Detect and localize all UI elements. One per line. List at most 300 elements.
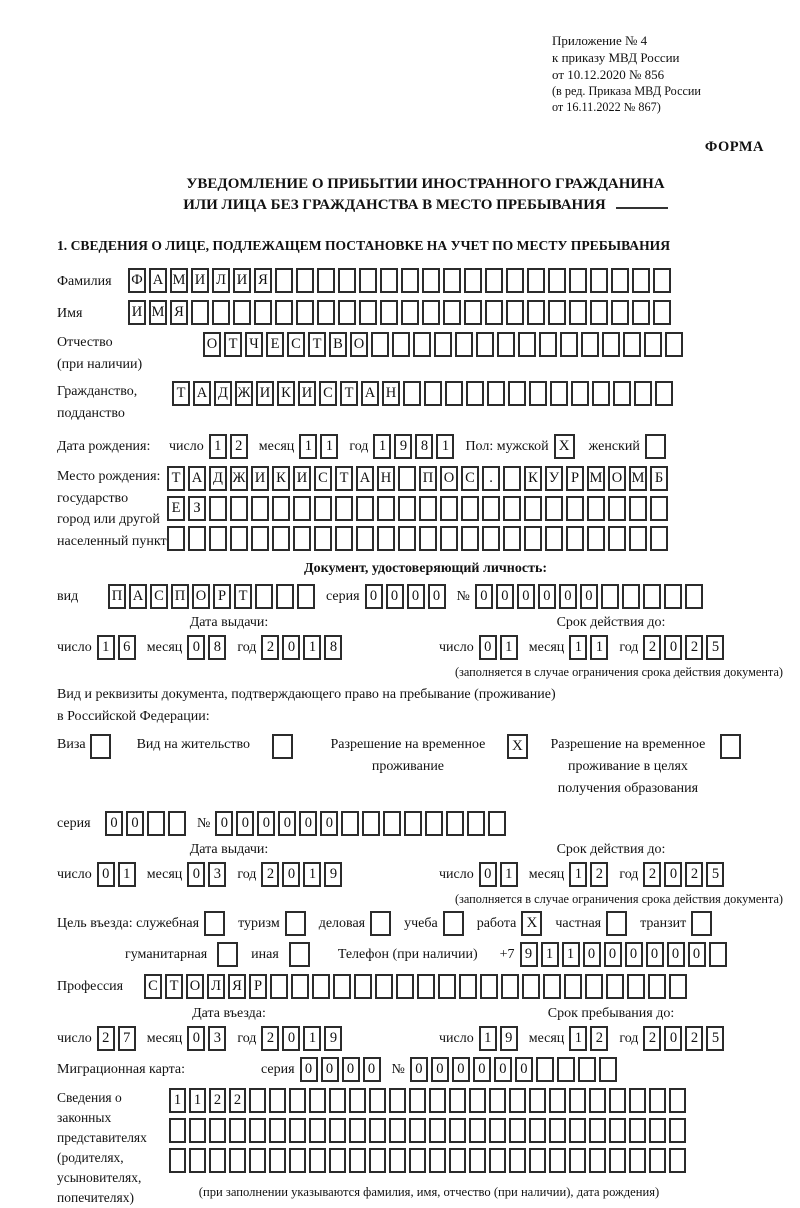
purpose-study-checkbox[interactable] <box>443 911 464 936</box>
char-cell[interactable] <box>643 584 661 609</box>
char-cell[interactable]: 0 <box>496 584 514 609</box>
char-cell[interactable] <box>293 526 311 551</box>
char-cell[interactable]: З <box>188 496 206 521</box>
char-cell[interactable]: 0 <box>452 1057 470 1082</box>
char-cell[interactable] <box>469 1148 486 1173</box>
char-cell[interactable]: 0 <box>299 811 317 836</box>
char-cell[interactable]: К <box>277 381 295 406</box>
char-cell[interactable] <box>297 584 315 609</box>
char-cell[interactable]: 1 <box>303 635 321 660</box>
char-cell[interactable] <box>403 381 421 406</box>
char-cell[interactable] <box>606 974 624 999</box>
char-cell[interactable] <box>627 974 645 999</box>
char-cell[interactable] <box>629 1148 646 1173</box>
char-cell[interactable]: 0 <box>342 1057 360 1082</box>
char-cell[interactable]: 5 <box>706 1026 724 1051</box>
char-cell[interactable] <box>550 381 568 406</box>
char-cell[interactable]: А <box>149 268 167 293</box>
char-cell[interactable]: М <box>629 466 647 491</box>
char-cell[interactable]: 1 <box>303 1026 321 1051</box>
char-cell[interactable] <box>664 584 682 609</box>
char-cell[interactable]: А <box>361 381 379 406</box>
char-cell[interactable] <box>649 1148 666 1173</box>
purpose-private-checkbox[interactable] <box>606 911 627 936</box>
char-cell[interactable]: 5 <box>706 862 724 887</box>
char-cell[interactable] <box>229 1148 246 1173</box>
char-cell[interactable] <box>269 1088 286 1113</box>
char-cell[interactable] <box>409 1088 426 1113</box>
char-cell[interactable]: Е <box>167 496 185 521</box>
char-cell[interactable] <box>592 381 610 406</box>
char-cell[interactable] <box>270 974 288 999</box>
char-cell[interactable] <box>380 300 398 325</box>
char-cell[interactable] <box>209 1148 226 1173</box>
char-cell[interactable] <box>383 811 401 836</box>
char-cell[interactable]: 0 <box>646 942 664 967</box>
char-cell[interactable] <box>543 974 561 999</box>
char-cell[interactable]: 2 <box>209 1088 226 1113</box>
char-cell[interactable] <box>653 300 671 325</box>
char-cell[interactable]: С <box>150 584 168 609</box>
char-cell[interactable] <box>392 332 410 357</box>
char-cell[interactable]: 0 <box>282 862 300 887</box>
char-cell[interactable]: А <box>193 381 211 406</box>
char-cell[interactable] <box>566 526 584 551</box>
char-cell[interactable]: 1 <box>209 434 227 459</box>
char-cell[interactable] <box>566 496 584 521</box>
char-cell[interactable]: 0 <box>479 635 497 660</box>
char-cell[interactable] <box>233 300 251 325</box>
char-cell[interactable]: 9 <box>324 862 342 887</box>
char-cell[interactable]: А <box>356 466 374 491</box>
char-cell[interactable] <box>289 1118 306 1143</box>
purpose-other-checkbox[interactable] <box>289 942 310 967</box>
char-cell[interactable] <box>524 526 542 551</box>
char-cell[interactable] <box>443 268 461 293</box>
char-cell[interactable] <box>629 1118 646 1143</box>
char-cell[interactable] <box>501 974 519 999</box>
char-cell[interactable] <box>449 1118 466 1143</box>
char-cell[interactable] <box>275 300 293 325</box>
char-cell[interactable]: И <box>251 466 269 491</box>
option-residence-permit-checkbox[interactable] <box>272 734 293 759</box>
char-cell[interactable] <box>709 942 727 967</box>
char-cell[interactable] <box>354 974 372 999</box>
char-cell[interactable] <box>349 1088 366 1113</box>
char-cell[interactable] <box>209 526 227 551</box>
char-cell[interactable] <box>506 268 524 293</box>
char-cell[interactable]: 0 <box>215 811 233 836</box>
char-cell[interactable] <box>506 300 524 325</box>
char-cell[interactable] <box>443 300 461 325</box>
char-cell[interactable] <box>648 974 666 999</box>
char-cell[interactable]: 0 <box>688 942 706 967</box>
char-cell[interactable] <box>249 1148 266 1173</box>
char-cell[interactable]: М <box>170 268 188 293</box>
char-cell[interactable] <box>389 1148 406 1173</box>
char-cell[interactable] <box>503 526 521 551</box>
char-cell[interactable] <box>169 1148 186 1173</box>
char-cell[interactable]: 2 <box>261 635 279 660</box>
char-cell[interactable]: 0 <box>664 635 682 660</box>
char-cell[interactable]: 0 <box>625 942 643 967</box>
char-cell[interactable]: Я <box>254 268 272 293</box>
char-cell[interactable] <box>503 466 521 491</box>
char-cell[interactable]: Л <box>212 268 230 293</box>
char-cell[interactable]: 0 <box>386 584 404 609</box>
char-cell[interactable]: Т <box>172 381 190 406</box>
char-cell[interactable]: Я <box>170 300 188 325</box>
char-cell[interactable]: 0 <box>538 584 556 609</box>
char-cell[interactable] <box>527 268 545 293</box>
char-cell[interactable]: М <box>149 300 167 325</box>
char-cell[interactable]: К <box>524 466 542 491</box>
char-cell[interactable]: И <box>233 268 251 293</box>
char-cell[interactable] <box>341 811 359 836</box>
char-cell[interactable] <box>608 496 626 521</box>
char-cell[interactable]: 0 <box>105 811 123 836</box>
char-cell[interactable] <box>557 1057 575 1082</box>
char-cell[interactable]: 0 <box>278 811 296 836</box>
char-cell[interactable] <box>329 1118 346 1143</box>
char-cell[interactable]: 1 <box>373 434 391 459</box>
char-cell[interactable] <box>509 1148 526 1173</box>
char-cell[interactable]: 8 <box>324 635 342 660</box>
char-cell[interactable] <box>611 300 629 325</box>
char-cell[interactable]: Е <box>266 332 284 357</box>
char-cell[interactable]: 9 <box>394 434 412 459</box>
char-cell[interactable] <box>634 381 652 406</box>
char-cell[interactable] <box>560 332 578 357</box>
char-cell[interactable]: 8 <box>415 434 433 459</box>
char-cell[interactable] <box>669 1088 686 1113</box>
char-cell[interactable] <box>497 332 515 357</box>
char-cell[interactable] <box>249 1088 266 1113</box>
char-cell[interactable] <box>569 1148 586 1173</box>
char-cell[interactable] <box>548 300 566 325</box>
char-cell[interactable] <box>425 811 443 836</box>
char-cell[interactable] <box>335 526 353 551</box>
char-cell[interactable]: Т <box>234 584 252 609</box>
char-cell[interactable]: С <box>314 466 332 491</box>
char-cell[interactable]: 3 <box>208 1026 226 1051</box>
char-cell[interactable] <box>467 811 485 836</box>
char-cell[interactable] <box>349 1148 366 1173</box>
char-cell[interactable] <box>296 300 314 325</box>
char-cell[interactable] <box>255 584 273 609</box>
char-cell[interactable] <box>375 974 393 999</box>
char-cell[interactable] <box>608 526 626 551</box>
char-cell[interactable] <box>587 496 605 521</box>
char-cell[interactable] <box>602 332 620 357</box>
char-cell[interactable] <box>578 1057 596 1082</box>
char-cell[interactable] <box>629 1088 646 1113</box>
char-cell[interactable]: 0 <box>236 811 254 836</box>
char-cell[interactable] <box>209 1118 226 1143</box>
char-cell[interactable] <box>464 300 482 325</box>
char-cell[interactable] <box>380 268 398 293</box>
char-cell[interactable] <box>482 496 500 521</box>
char-cell[interactable]: 2 <box>590 1026 608 1051</box>
char-cell[interactable]: И <box>293 466 311 491</box>
char-cell[interactable] <box>581 332 599 357</box>
char-cell[interactable] <box>422 268 440 293</box>
char-cell[interactable] <box>571 381 589 406</box>
char-cell[interactable] <box>585 974 603 999</box>
char-cell[interactable]: 0 <box>475 584 493 609</box>
char-cell[interactable] <box>599 1057 617 1082</box>
char-cell[interactable] <box>548 268 566 293</box>
purpose-humanitarian-checkbox[interactable] <box>217 942 238 967</box>
char-cell[interactable]: Ж <box>230 466 248 491</box>
char-cell[interactable] <box>461 496 479 521</box>
char-cell[interactable] <box>309 1148 326 1173</box>
char-cell[interactable]: 0 <box>494 1057 512 1082</box>
char-cell[interactable] <box>440 526 458 551</box>
char-cell[interactable] <box>590 268 608 293</box>
char-cell[interactable] <box>422 300 440 325</box>
char-cell[interactable]: Н <box>377 466 395 491</box>
char-cell[interactable]: 8 <box>208 635 226 660</box>
char-cell[interactable]: 0 <box>604 942 622 967</box>
char-cell[interactable]: 0 <box>187 862 205 887</box>
char-cell[interactable] <box>272 496 290 521</box>
char-cell[interactable]: 1 <box>303 862 321 887</box>
char-cell[interactable]: О <box>440 466 458 491</box>
char-cell[interactable] <box>251 526 269 551</box>
char-cell[interactable] <box>613 381 631 406</box>
char-cell[interactable] <box>296 268 314 293</box>
char-cell[interactable] <box>398 526 416 551</box>
char-cell[interactable]: 2 <box>97 1026 115 1051</box>
char-cell[interactable]: 0 <box>126 811 144 836</box>
char-cell[interactable] <box>545 526 563 551</box>
char-cell[interactable]: Т <box>340 381 358 406</box>
char-cell[interactable] <box>569 300 587 325</box>
char-cell[interactable]: 1 <box>436 434 454 459</box>
char-cell[interactable]: 1 <box>562 942 580 967</box>
char-cell[interactable]: 0 <box>667 942 685 967</box>
char-cell[interactable]: 2 <box>590 862 608 887</box>
char-cell[interactable] <box>529 1118 546 1143</box>
char-cell[interactable] <box>644 332 662 357</box>
purpose-transit-checkbox[interactable] <box>691 911 712 936</box>
char-cell[interactable] <box>404 811 422 836</box>
char-cell[interactable] <box>249 1118 266 1143</box>
char-cell[interactable] <box>629 496 647 521</box>
char-cell[interactable] <box>650 526 668 551</box>
char-cell[interactable]: Я <box>228 974 246 999</box>
char-cell[interactable] <box>189 1118 206 1143</box>
char-cell[interactable] <box>609 1118 626 1143</box>
gender-male-checkbox[interactable]: X <box>554 434 575 459</box>
char-cell[interactable] <box>429 1118 446 1143</box>
char-cell[interactable] <box>632 300 650 325</box>
char-cell[interactable] <box>601 584 619 609</box>
char-cell[interactable]: 0 <box>321 1057 339 1082</box>
char-cell[interactable] <box>272 526 290 551</box>
char-cell[interactable]: Д <box>209 466 227 491</box>
char-cell[interactable]: 7 <box>118 1026 136 1051</box>
char-cell[interactable] <box>655 381 673 406</box>
option-temp-residence-edu-checkbox[interactable] <box>720 734 741 759</box>
char-cell[interactable] <box>169 1118 186 1143</box>
char-cell[interactable] <box>461 526 479 551</box>
char-cell[interactable] <box>564 974 582 999</box>
option-temp-residence-checkbox[interactable]: X <box>507 734 528 759</box>
char-cell[interactable]: Т <box>224 332 242 357</box>
char-cell[interactable] <box>230 496 248 521</box>
char-cell[interactable]: 9 <box>520 942 538 967</box>
char-cell[interactable]: А <box>188 466 206 491</box>
char-cell[interactable] <box>685 584 703 609</box>
char-cell[interactable] <box>527 300 545 325</box>
char-cell[interactable] <box>529 1148 546 1173</box>
char-cell[interactable]: 2 <box>643 635 661 660</box>
char-cell[interactable]: 0 <box>664 1026 682 1051</box>
char-cell[interactable]: 6 <box>118 635 136 660</box>
char-cell[interactable]: 0 <box>410 1057 428 1082</box>
gender-female-checkbox[interactable] <box>645 434 666 459</box>
char-cell[interactable] <box>317 300 335 325</box>
char-cell[interactable] <box>377 526 395 551</box>
char-cell[interactable] <box>464 268 482 293</box>
char-cell[interactable] <box>329 1088 346 1113</box>
char-cell[interactable] <box>167 526 185 551</box>
char-cell[interactable]: М <box>587 466 605 491</box>
char-cell[interactable]: Б <box>650 466 668 491</box>
char-cell[interactable]: С <box>287 332 305 357</box>
char-cell[interactable] <box>359 268 377 293</box>
char-cell[interactable] <box>289 1088 306 1113</box>
char-cell[interactable] <box>409 1118 426 1143</box>
char-cell[interactable] <box>529 1088 546 1113</box>
char-cell[interactable]: П <box>171 584 189 609</box>
char-cell[interactable]: 2 <box>685 862 703 887</box>
char-cell[interactable] <box>438 974 456 999</box>
char-cell[interactable] <box>369 1088 386 1113</box>
char-cell[interactable]: 0 <box>580 584 598 609</box>
char-cell[interactable] <box>649 1118 666 1143</box>
char-cell[interactable]: У <box>545 466 563 491</box>
char-cell[interactable]: А <box>129 584 147 609</box>
char-cell[interactable]: 1 <box>189 1088 206 1113</box>
char-cell[interactable] <box>653 268 671 293</box>
char-cell[interactable] <box>362 811 380 836</box>
char-cell[interactable] <box>230 526 248 551</box>
char-cell[interactable] <box>480 974 498 999</box>
char-cell[interactable] <box>589 1148 606 1173</box>
char-cell[interactable] <box>482 526 500 551</box>
char-cell[interactable]: . <box>482 466 500 491</box>
char-cell[interactable]: 1 <box>569 1026 587 1051</box>
char-cell[interactable] <box>188 526 206 551</box>
char-cell[interactable] <box>269 1118 286 1143</box>
char-cell[interactable] <box>590 300 608 325</box>
char-cell[interactable] <box>317 268 335 293</box>
char-cell[interactable] <box>338 268 356 293</box>
option-visa-checkbox[interactable] <box>90 734 111 759</box>
char-cell[interactable]: 1 <box>479 1026 497 1051</box>
char-cell[interactable] <box>549 1118 566 1143</box>
char-cell[interactable]: 0 <box>282 1026 300 1051</box>
char-cell[interactable]: 1 <box>500 635 518 660</box>
char-cell[interactable] <box>251 496 269 521</box>
char-cell[interactable] <box>459 974 477 999</box>
char-cell[interactable] <box>649 1088 666 1113</box>
char-cell[interactable] <box>338 300 356 325</box>
char-cell[interactable]: 2 <box>685 1026 703 1051</box>
char-cell[interactable] <box>269 1148 286 1173</box>
char-cell[interactable] <box>611 268 629 293</box>
char-cell[interactable] <box>539 332 557 357</box>
char-cell[interactable] <box>485 300 503 325</box>
purpose-business-checkbox[interactable] <box>370 911 391 936</box>
char-cell[interactable]: 3 <box>208 862 226 887</box>
char-cell[interactable] <box>569 268 587 293</box>
char-cell[interactable]: 5 <box>706 635 724 660</box>
char-cell[interactable]: Т <box>335 466 353 491</box>
char-cell[interactable]: 0 <box>479 862 497 887</box>
char-cell[interactable]: Р <box>566 466 584 491</box>
char-cell[interactable] <box>524 496 542 521</box>
char-cell[interactable] <box>398 496 416 521</box>
char-cell[interactable] <box>487 381 505 406</box>
char-cell[interactable] <box>335 496 353 521</box>
char-cell[interactable] <box>569 1088 586 1113</box>
char-cell[interactable] <box>549 1148 566 1173</box>
char-cell[interactable] <box>312 974 330 999</box>
char-cell[interactable] <box>587 526 605 551</box>
char-cell[interactable] <box>429 1088 446 1113</box>
char-cell[interactable] <box>509 1088 526 1113</box>
char-cell[interactable] <box>333 974 351 999</box>
char-cell[interactable]: 0 <box>515 1057 533 1082</box>
char-cell[interactable]: О <box>350 332 368 357</box>
purpose-work-checkbox[interactable]: X <box>521 911 542 936</box>
char-cell[interactable] <box>168 811 186 836</box>
char-cell[interactable] <box>508 381 526 406</box>
char-cell[interactable]: 0 <box>282 635 300 660</box>
char-cell[interactable]: 1 <box>97 635 115 660</box>
char-cell[interactable]: О <box>186 974 204 999</box>
char-cell[interactable]: 0 <box>257 811 275 836</box>
char-cell[interactable]: 1 <box>299 434 317 459</box>
char-cell[interactable]: Т <box>167 466 185 491</box>
char-cell[interactable] <box>669 1148 686 1173</box>
char-cell[interactable] <box>589 1118 606 1143</box>
char-cell[interactable] <box>669 1118 686 1143</box>
char-cell[interactable] <box>349 1118 366 1143</box>
char-cell[interactable]: 9 <box>500 1026 518 1051</box>
char-cell[interactable] <box>396 974 414 999</box>
char-cell[interactable] <box>289 1148 306 1173</box>
char-cell[interactable] <box>389 1118 406 1143</box>
char-cell[interactable]: 0 <box>187 1026 205 1051</box>
char-cell[interactable]: Ч <box>245 332 263 357</box>
char-cell[interactable]: Т <box>308 332 326 357</box>
char-cell[interactable] <box>466 381 484 406</box>
char-cell[interactable] <box>419 496 437 521</box>
char-cell[interactable] <box>632 268 650 293</box>
char-cell[interactable] <box>189 1148 206 1173</box>
char-cell[interactable]: 1 <box>569 635 587 660</box>
char-cell[interactable]: 2 <box>261 1026 279 1051</box>
char-cell[interactable]: 0 <box>517 584 535 609</box>
char-cell[interactable]: С <box>144 974 162 999</box>
char-cell[interactable] <box>309 1088 326 1113</box>
char-cell[interactable] <box>359 300 377 325</box>
